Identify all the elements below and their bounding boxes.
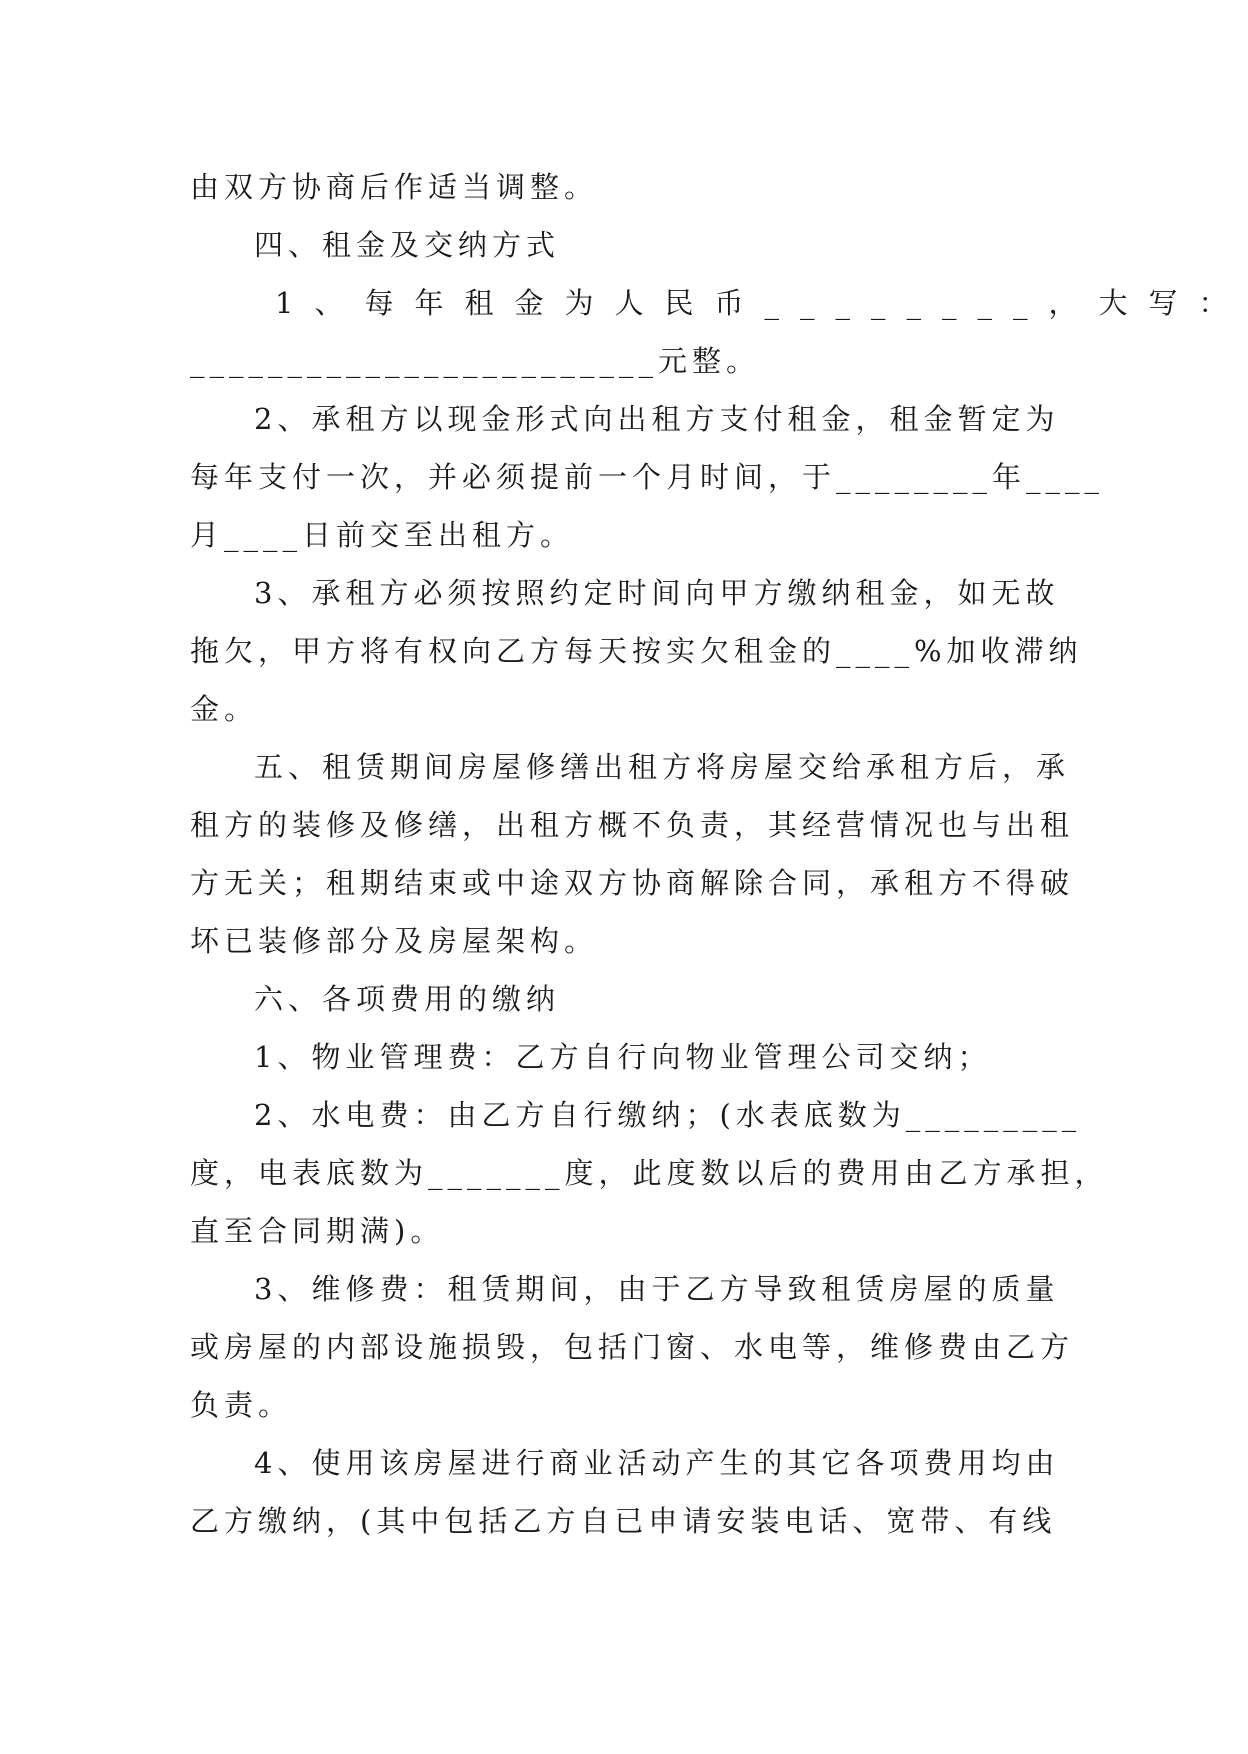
text-line: 每年支付一次，并必须提前一个月时间，于________年____ bbox=[190, 460, 1105, 494]
text-line: 月____日前交至出租方。 bbox=[190, 518, 575, 552]
section-heading-rent-payment: 四、租金及交纳方式 bbox=[254, 228, 561, 262]
text-line-rent-amount: 1、每年租金为人民币________，大写： bbox=[275, 286, 1248, 320]
text-line: 4、使用该房屋进行商业活动产生的其它各项费用均由 bbox=[254, 1446, 1060, 1480]
text-line: 负责。 bbox=[190, 1388, 293, 1422]
text-line: 乙方缴纳，(其中包括乙方自已申请安装电话、宽带、有线 bbox=[190, 1504, 1057, 1538]
text-line: 或房屋的内部设施损毁，包括门窗、水电等，维修费由乙方 bbox=[190, 1330, 1075, 1364]
text-line: 1、物业管理费：乙方自行向物业管理公司交纳； bbox=[254, 1040, 992, 1074]
text-line: 由双方协商后作适当调整。 bbox=[190, 170, 599, 204]
text-line: 金。 bbox=[190, 692, 259, 726]
text-line: 2、水电费：由乙方自行缴纳；(水表底数为_________ bbox=[254, 1098, 1082, 1132]
text-line: 方无关；租期结束或中途双方协商解除合同，承租方不得破 bbox=[190, 866, 1075, 900]
text-line: 2、承租方以现金形式向出租方支付租金，租金暂定为 bbox=[254, 402, 1060, 436]
text-line: 度，电表底数为_______度，此度数以后的费用由乙方承担， bbox=[190, 1156, 1109, 1190]
text-line: 拖欠，甲方将有权向乙方每天按实欠租金的____%加收滞纳 bbox=[190, 634, 1083, 668]
text-line: 租方的装修及修缮，出租方概不负责，其经营情况也与出租 bbox=[190, 808, 1075, 842]
document-body bbox=[190, 158, 1248, 1550]
text-line: 3、承租方必须按照约定时间向甲方缴纳租金，如无故 bbox=[254, 576, 1060, 610]
text-line: 坏已装修部分及房屋架构。 bbox=[190, 924, 599, 958]
section-heading-repairs: 五、租赁期间房屋修缮出租方将房屋交给承租方后，承 bbox=[254, 750, 1071, 784]
text-line: 3、维修费：租赁期间，由于乙方导致租赁房屋的质量 bbox=[254, 1272, 1060, 1306]
text-line: 直至合同期满)。 bbox=[190, 1214, 445, 1248]
section-heading-fees: 六、各项费用的缴纳 bbox=[254, 982, 561, 1016]
text-line: ________________________元整。 bbox=[190, 344, 761, 378]
